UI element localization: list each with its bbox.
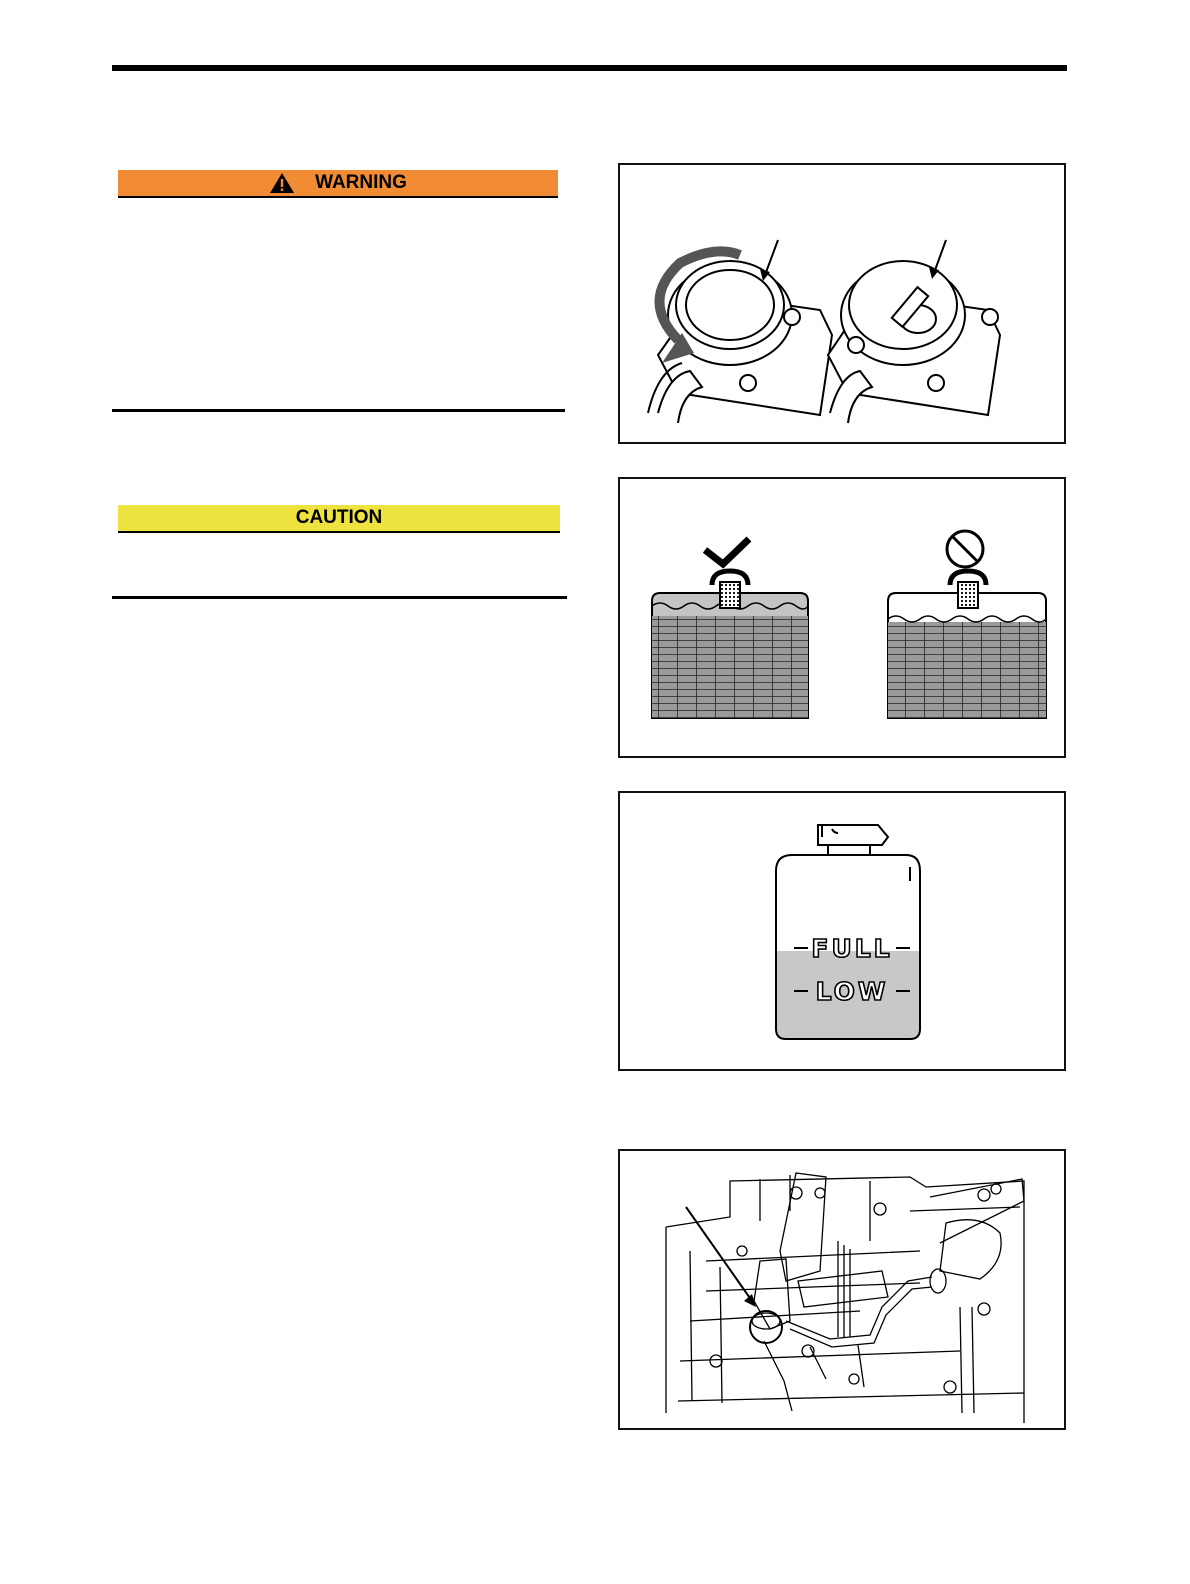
warning-banner — [118, 170, 558, 198]
radiator-left — [652, 571, 808, 718]
pointer-arrow-icon — [765, 240, 778, 275]
radiator-cap-removal-figure — [618, 163, 1066, 444]
engine-linework — [666, 1173, 1024, 1423]
check-mark-icon — [705, 539, 749, 564]
warning-label: WARNING — [315, 172, 407, 193]
pointer-arrow-icon — [686, 1207, 752, 1301]
radiator-coolant-level-figure — [618, 477, 1066, 758]
caution-label: CAUTION — [295, 507, 383, 528]
recovery-tank-figure — [618, 791, 1066, 1071]
top-rule — [112, 65, 1067, 71]
pointer-arrow-icon — [934, 240, 946, 273]
full-level-label: FULL — [811, 934, 893, 963]
prohibited-icon — [947, 531, 983, 567]
recovery-tank — [776, 825, 920, 1039]
radiator-cap-right — [828, 261, 1000, 423]
section-divider — [112, 596, 567, 599]
section-divider — [112, 409, 565, 412]
caution-banner — [118, 505, 560, 533]
radiator-right — [888, 571, 1046, 718]
low-level-label: LOW — [815, 977, 889, 1006]
warning-triangle-icon — [269, 172, 295, 194]
engine-component-figure — [618, 1149, 1066, 1430]
